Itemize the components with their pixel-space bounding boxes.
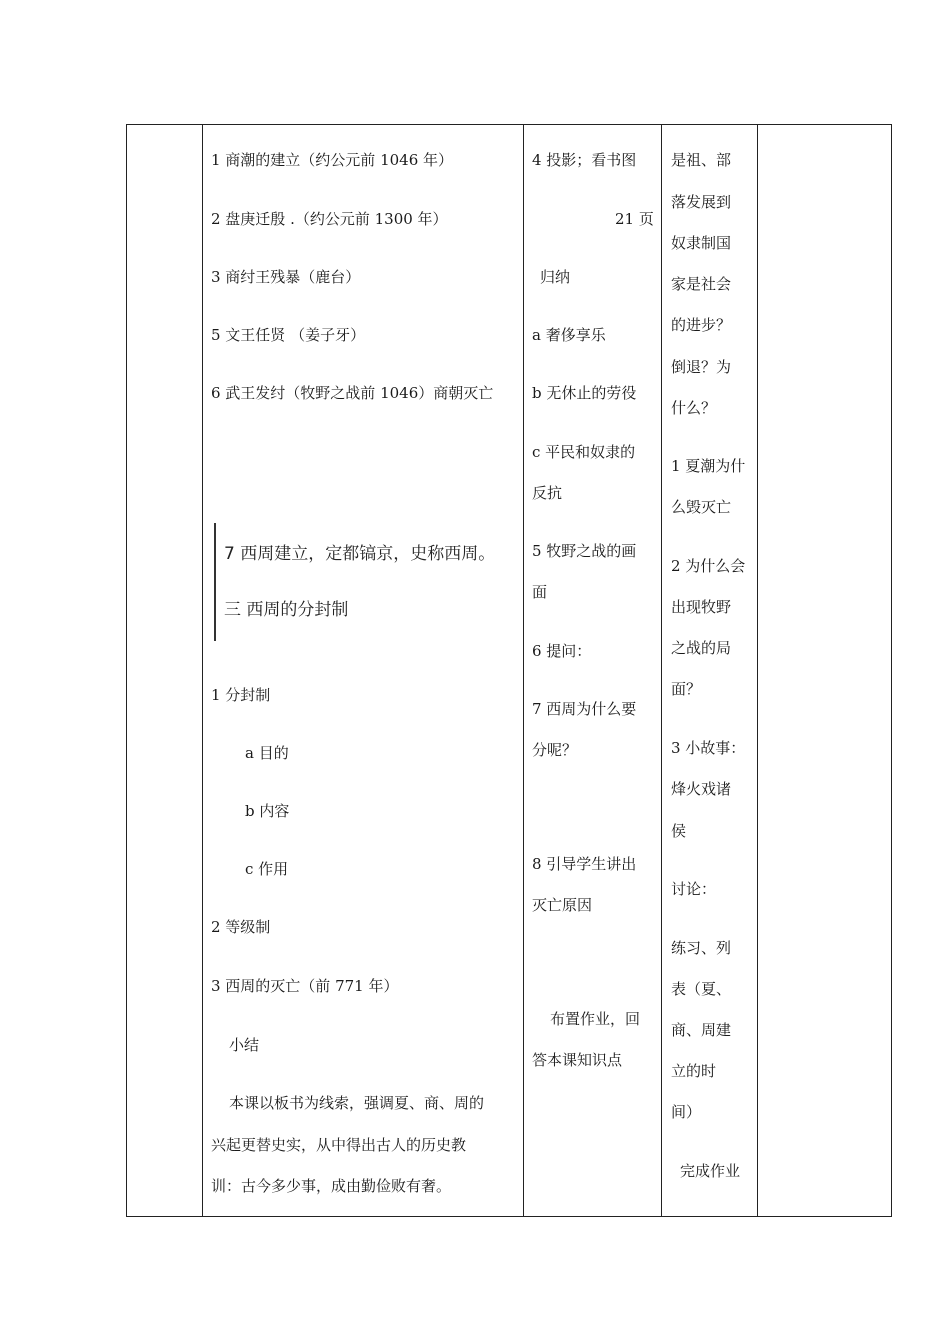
activity-line: 4 投影；看书图 <box>532 151 637 169</box>
student-line: 么毁灭亡 <box>671 498 732 516</box>
student-line: 的进步？ <box>671 316 732 334</box>
content-line: 兴起更替史实，从中得出古人的历史教 <box>211 1136 467 1154</box>
content-line: 本课以板书为线索，强调夏、商、周的 <box>229 1094 485 1112</box>
student-line: 出现牧野 <box>671 598 732 616</box>
activity-line: b 无休止的劳役 <box>532 384 637 402</box>
student-line: 3 小故事： <box>671 739 746 757</box>
activity-line: 6 提问： <box>532 642 592 660</box>
student-line: 之战的局 <box>671 639 732 657</box>
content-line: b 内容 <box>245 802 290 820</box>
activity-line: 8 引导学生讲出 <box>532 855 637 873</box>
column-3-activities <box>524 125 661 1216</box>
student-line: 讨论： <box>671 880 717 898</box>
column-5-cell <box>758 125 892 1216</box>
student-line: 侯 <box>671 822 687 840</box>
student-line: 立的时 <box>671 1062 717 1080</box>
content-line: 训：古今多少事，成由勤俭败有奢。 <box>211 1177 452 1195</box>
student-line: 烽火戏诸 <box>671 780 732 798</box>
activity-line: 答本课知识点 <box>532 1051 623 1069</box>
content-line: c 作用 <box>245 860 289 878</box>
student-line: 1 夏潮为什 <box>671 457 746 475</box>
activity-line: 布置作业，回 <box>550 1010 641 1028</box>
activity-line: a 奢侈享乐 <box>532 326 606 344</box>
activity-line: 21 页 <box>615 210 654 228</box>
student-line: 家是社会 <box>671 275 732 293</box>
excerpt-line: 三 西周的分封制 <box>224 600 349 620</box>
student-line: 面？ <box>671 680 702 698</box>
activity-line: 面 <box>532 583 548 601</box>
activity-line: 5 牧野之战的画 <box>532 542 637 560</box>
activity-line: 灭亡原因 <box>532 896 593 914</box>
excerpt-line: 7 西周建立，定都镐京，史称西周。 <box>224 544 496 564</box>
student-line: 2 为什么会 <box>671 557 746 575</box>
lesson-table <box>126 124 892 1217</box>
student-line: 倒退？为 <box>671 358 732 376</box>
content-line: 6 武王发纣（牧野之战前 1046）商朝灭亡 <box>211 384 494 402</box>
student-line: 奴隶制国 <box>671 234 732 252</box>
content-line: 2 盘庚迁殷 .（约公元前 1300 年） <box>211 210 448 228</box>
content-line: 3 西周的灭亡（前 771 年） <box>211 977 399 995</box>
student-line: 什么？ <box>671 399 717 417</box>
content-line: 1 分封制 <box>211 686 271 704</box>
boxed-excerpt <box>214 523 521 641</box>
activity-line: 归纳 <box>540 268 571 286</box>
activity-line: 7 西周为什么要 <box>532 700 637 718</box>
student-line: 商、周建 <box>671 1021 732 1039</box>
activity-line: 分呢？ <box>532 741 578 759</box>
student-line: 落发展到 <box>671 193 732 211</box>
column-4-student <box>662 125 757 1216</box>
column-1-cell <box>127 125 202 1216</box>
student-line: 练习、列 <box>671 939 732 957</box>
student-line: 表（夏、 <box>671 980 732 998</box>
activity-line: c 平民和奴隶的 <box>532 443 636 461</box>
column-2-content <box>203 125 523 1216</box>
student-line: 完成作业 <box>680 1162 741 1180</box>
student-line: 间） <box>671 1103 702 1121</box>
content-line: 2 等级制 <box>211 918 271 936</box>
content-line: 小结 <box>229 1036 260 1054</box>
content-line: a 目的 <box>245 744 289 762</box>
student-line: 是祖、部 <box>671 151 732 169</box>
content-line: 5 文王任贤 （姜子牙） <box>211 326 366 344</box>
content-line: 1 商潮的建立（约公元前 1046 年） <box>211 151 454 169</box>
activity-line: 反抗 <box>532 484 563 502</box>
content-line: 3 商纣王残暴（鹿台） <box>211 268 361 286</box>
